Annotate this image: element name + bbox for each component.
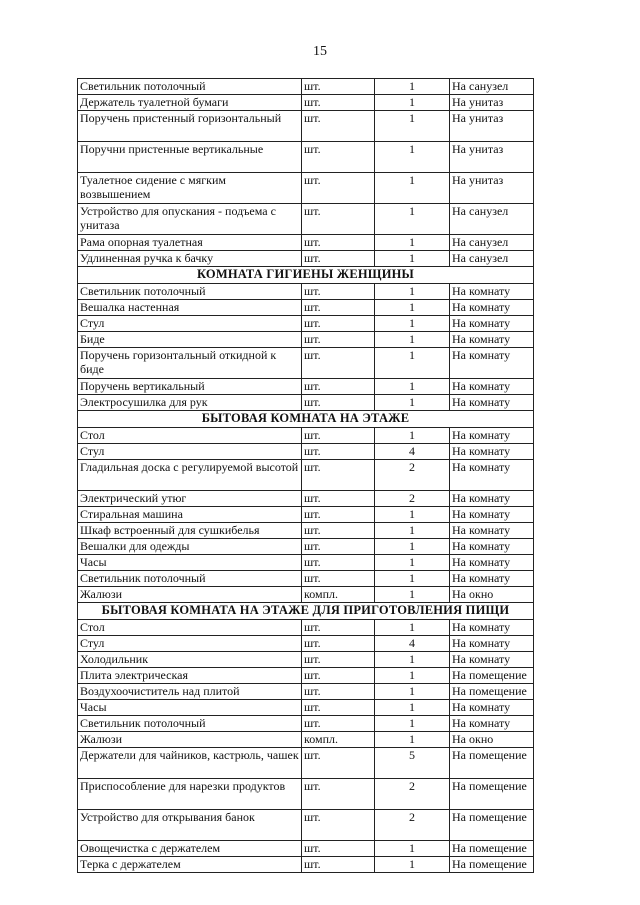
unit-cell: шт. [302,332,375,348]
quantity-cell: 1 [375,316,450,332]
quantity-cell: 1 [375,523,450,539]
table-row [78,379,534,395]
unit-cell: шт. [302,79,375,95]
quantity-cell: 1 [375,539,450,555]
unit-cell: шт. [302,284,375,300]
unit-cell: шт. [302,716,375,732]
unit-cell: шт. [302,111,375,142]
note-cell: На комнату [450,571,534,587]
table-row [78,810,534,841]
table-row [78,204,534,235]
quantity-cell: 1 [375,284,450,300]
item-name-cell: Гладильная доска с регулируемой высотой [78,460,302,491]
item-name-cell: Устройство для опускания - подъема с унитаза [78,204,302,235]
note-cell: На комнату [450,428,534,444]
unit-cell: компл. [302,732,375,748]
note-cell: На помещение [450,684,534,700]
note-cell: На санузел [450,79,534,95]
note-cell: На санузел [450,251,534,267]
table-row [78,652,534,668]
note-cell: На комнату [450,555,534,571]
item-name-cell: Жалюзи [78,587,302,603]
note-cell: На комнату [450,539,534,555]
note-cell: На комнату [450,620,534,636]
unit-cell: шт. [302,379,375,395]
unit-cell: шт. [302,300,375,316]
table-row [78,395,534,411]
table-row [78,587,534,603]
unit-cell: шт. [302,316,375,332]
quantity-cell: 1 [375,235,450,251]
item-name-cell: Светильник потолочный [78,79,302,95]
quantity-cell: 1 [375,395,450,411]
note-cell: На унитаз [450,111,534,142]
note-cell: На комнату [450,716,534,732]
unit-cell: шт. [302,555,375,571]
unit-cell: шт. [302,748,375,779]
item-name-cell: Светильник потолочный [78,284,302,300]
table-row [78,95,534,111]
item-name-cell: Стол [78,428,302,444]
unit-cell: шт. [302,539,375,555]
item-name-cell: Жалюзи [78,732,302,748]
note-cell: На комнату [450,348,534,379]
quantity-cell: 1 [375,571,450,587]
unit-cell: шт. [302,444,375,460]
note-cell: На комнату [450,636,534,652]
note-cell: На комнату [450,700,534,716]
unit-cell: компл. [302,587,375,603]
quantity-cell: 1 [375,668,450,684]
note-cell: На комнату [450,444,534,460]
unit-cell: шт. [302,668,375,684]
note-cell: На помещение [450,668,534,684]
quantity-cell: 1 [375,555,450,571]
item-name-cell: Туалетное сидение с мягким возвышением [78,173,302,204]
table-row [78,523,534,539]
table-row [78,332,534,348]
equipment-table [77,78,534,873]
note-cell: На комнату [450,523,534,539]
quantity-cell: 4 [375,636,450,652]
unit-cell: шт. [302,95,375,111]
item-name-cell: Стул [78,444,302,460]
section-title: БЫТОВАЯ КОМНАТА НА ЭТАЖЕ ДЛЯ ПРИГОТОВЛЕНИЯ ПИЩИ [78,603,534,620]
note-cell: На комнату [450,332,534,348]
note-cell: На комнату [450,316,534,332]
unit-cell: шт. [302,571,375,587]
quantity-cell: 1 [375,732,450,748]
quantity-cell: 1 [375,173,450,204]
item-name-cell: Поручень пристенный горизонтальный [78,111,302,142]
unit-cell: шт. [302,142,375,173]
item-name-cell: Шкаф встроенный для сушкибелья [78,523,302,539]
page-number: 15 [313,44,327,59]
unit-cell: шт. [302,636,375,652]
item-name-cell: Поручень горизонтальный откидной к биде [78,348,302,379]
item-name-cell: Рама опорная туалетная [78,235,302,251]
item-name-cell: Стиральная машина [78,507,302,523]
item-name-cell: Стул [78,636,302,652]
note-cell: На комнату [450,379,534,395]
note-cell: На санузел [450,235,534,251]
quantity-cell: 1 [375,348,450,379]
note-cell: На помещение [450,748,534,779]
quantity-cell: 1 [375,716,450,732]
note-cell: На комнату [450,460,534,491]
table-row [78,235,534,251]
item-name-cell: Светильник потолочный [78,571,302,587]
unit-cell: шт. [302,460,375,491]
equipment-table-body [78,79,534,873]
table-row [78,460,534,491]
note-cell: На комнату [450,491,534,507]
note-cell: На помещение [450,857,534,873]
item-name-cell: Часы [78,700,302,716]
item-name-cell: Приспособление для нарезки продуктов [78,779,302,810]
note-cell: На унитаз [450,142,534,173]
item-name-cell: Держатель туалетной бумаги [78,95,302,111]
quantity-cell: 1 [375,204,450,235]
quantity-cell: 1 [375,300,450,316]
table-row [78,539,534,555]
unit-cell: шт. [302,204,375,235]
item-name-cell: Светильник потолочный [78,716,302,732]
table-row [78,111,534,142]
table-row [78,636,534,652]
table-row [78,444,534,460]
unit-cell: шт. [302,395,375,411]
item-name-cell: Овощечистка с держателем [78,841,302,857]
quantity-cell: 2 [375,460,450,491]
item-name-cell: Стол [78,620,302,636]
unit-cell: шт. [302,173,375,204]
item-name-cell: Электросушилка для рук [78,395,302,411]
unit-cell: шт. [302,428,375,444]
quantity-cell: 1 [375,700,450,716]
note-cell: На санузел [450,204,534,235]
table-row [78,748,534,779]
table-row [78,668,534,684]
table-row [78,620,534,636]
note-cell: На унитаз [450,173,534,204]
quantity-cell: 1 [375,652,450,668]
unit-cell: шт. [302,652,375,668]
table-row [78,79,534,95]
note-cell: На помещение [450,841,534,857]
table-row [78,173,534,204]
item-name-cell: Вешалки для одежды [78,539,302,555]
unit-cell: шт. [302,491,375,507]
unit-cell: шт. [302,700,375,716]
table-row [78,251,534,267]
quantity-cell: 5 [375,748,450,779]
table-row [78,142,534,173]
unit-cell: шт. [302,810,375,841]
table-row [78,841,534,857]
item-name-cell: Холодильник [78,652,302,668]
unit-cell: шт. [302,684,375,700]
item-name-cell: Стул [78,316,302,332]
note-cell: На комнату [450,300,534,316]
section-header-row [78,411,534,428]
unit-cell: шт. [302,251,375,267]
note-cell: На окно [450,732,534,748]
unit-cell: шт. [302,779,375,810]
unit-cell: шт. [302,235,375,251]
unit-cell: шт. [302,620,375,636]
quantity-cell: 1 [375,111,450,142]
table-row [78,700,534,716]
unit-cell: шт. [302,523,375,539]
quantity-cell: 1 [375,428,450,444]
quantity-cell: 2 [375,779,450,810]
quantity-cell: 2 [375,491,450,507]
table-row [78,507,534,523]
note-cell: На окно [450,587,534,603]
table-row [78,555,534,571]
note-cell: На унитаз [450,95,534,111]
quantity-cell: 1 [375,79,450,95]
quantity-cell: 1 [375,587,450,603]
item-name-cell: Удлиненная ручка к бачку [78,251,302,267]
quantity-cell: 1 [375,620,450,636]
table-row [78,684,534,700]
quantity-cell: 1 [375,857,450,873]
quantity-cell: 1 [375,95,450,111]
quantity-cell: 1 [375,332,450,348]
quantity-cell: 1 [375,684,450,700]
section-title: КОМНАТА ГИГИЕНЫ ЖЕНЩИНЫ [78,267,534,284]
quantity-cell: 1 [375,841,450,857]
item-name-cell: Воздухоочиститель над плитой [78,684,302,700]
quantity-cell: 4 [375,444,450,460]
item-name-cell: Плита электрическая [78,668,302,684]
section-header-row [78,267,534,284]
table-row [78,491,534,507]
table-row [78,779,534,810]
table-row [78,857,534,873]
unit-cell: шт. [302,841,375,857]
item-name-cell: Держатели для чайников, кастрюль, чашек [78,748,302,779]
unit-cell: шт. [302,348,375,379]
item-name-cell: Биде [78,332,302,348]
note-cell: На помещение [450,810,534,841]
quantity-cell: 2 [375,810,450,841]
note-cell: На комнату [450,284,534,300]
section-header-row [78,603,534,620]
unit-cell: шт. [302,857,375,873]
table-row [78,284,534,300]
item-name-cell: Часы [78,555,302,571]
note-cell: На комнату [450,395,534,411]
table-row [78,348,534,379]
note-cell: На помещение [450,779,534,810]
note-cell: На комнату [450,652,534,668]
quantity-cell: 1 [375,507,450,523]
item-name-cell: Поручни пристенные вертикальные [78,142,302,173]
item-name-cell: Поручень вертикальный [78,379,302,395]
item-name-cell: Электрический утюг [78,491,302,507]
quantity-cell: 1 [375,379,450,395]
item-name-cell: Устройство для открывания банок [78,810,302,841]
note-cell: На комнату [450,507,534,523]
table-row [78,428,534,444]
unit-cell: шт. [302,507,375,523]
quantity-cell: 1 [375,142,450,173]
section-title: БЫТОВАЯ КОМНАТА НА ЭТАЖЕ [78,411,534,428]
table-row [78,716,534,732]
quantity-cell: 1 [375,251,450,267]
table-row [78,571,534,587]
table-row [78,300,534,316]
table-row [78,732,534,748]
item-name-cell: Вешалка настенная [78,300,302,316]
item-name-cell: Терка с держателем [78,857,302,873]
table-row [78,316,534,332]
